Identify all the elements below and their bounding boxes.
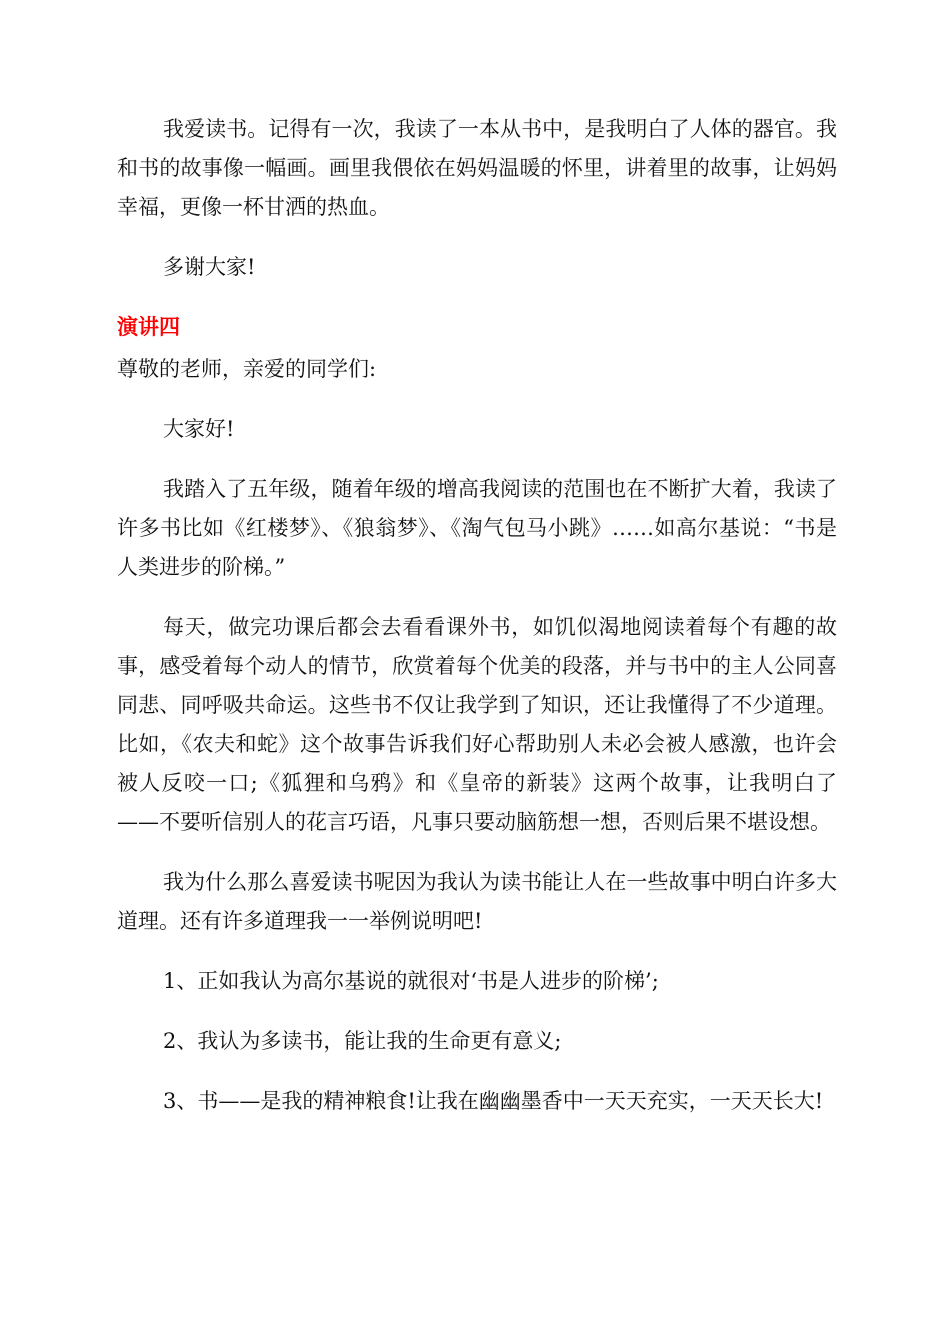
list-item-1: 1、正如我认为高尔基说的就很对‘书是人进步的阶梯’;: [163, 969, 659, 993]
section-heading: 演讲四: [117, 315, 180, 339]
salutation: 尊敬的老师，亲爱的同学们:: [117, 357, 377, 381]
paragraph-greeting: 大家好!: [163, 417, 235, 441]
list-item-3: 3、书——是我的精神粮食!让我在幽幽墨香中一天天充实，一天天长大!: [163, 1089, 824, 1113]
paragraph-reading-story: 我爱读书。记得有一次，我读了一本从书中，是我明白了人体的器官。我和书的故事像一幅画。画里我偎依在妈妈温暖的怀里，讲着里的故事，让妈妈幸福，更像一杯甘洒的热血。: [117, 117, 837, 219]
paragraph-why-reading: 我为什么那么喜爱读书呢因为我认为读书能让人在一些故事中明白许多大道理。还有许多道理我一一举例说明吧!: [117, 870, 837, 933]
list-item-2: 2、我认为多读书，能让我的生命更有意义;: [163, 1029, 562, 1053]
paragraph-daily-reading: 每天，做完功课后都会去看看课外书，如饥似渴地阅读着每个有趣的故事，感受着每个动人的情节，欣赏着每个优美的段落，并与书中的主人公同喜同悲、同呼吸共命运。这些书不仅让我学到了知识，还让我懂得了不少道理。比如，《农夫和蛇》这个故事告诉我们好心帮助别人未必会被人感激，也许会被人反咬一口;《狐狸和乌鸦》和《皇帝的新装》这两个故事，让我明白了——不要听信别人的花言巧语，凡事只要动脑筋想一想，否则后果不堪设想。: [117, 615, 837, 834]
paragraph-thanks: 多谢大家!: [163, 255, 256, 279]
document-body: [117, 110, 837, 1142]
paragraph-fifth-grade: 我踏入了五年级，随着年级的增高我阅读的范围也在不断扩大着，我读了许多书比如《红楼梦》、《狼翁梦》、《淘气包马小跳》……如高尔基说：“书是人类进步的阶梯。”: [117, 477, 837, 579]
